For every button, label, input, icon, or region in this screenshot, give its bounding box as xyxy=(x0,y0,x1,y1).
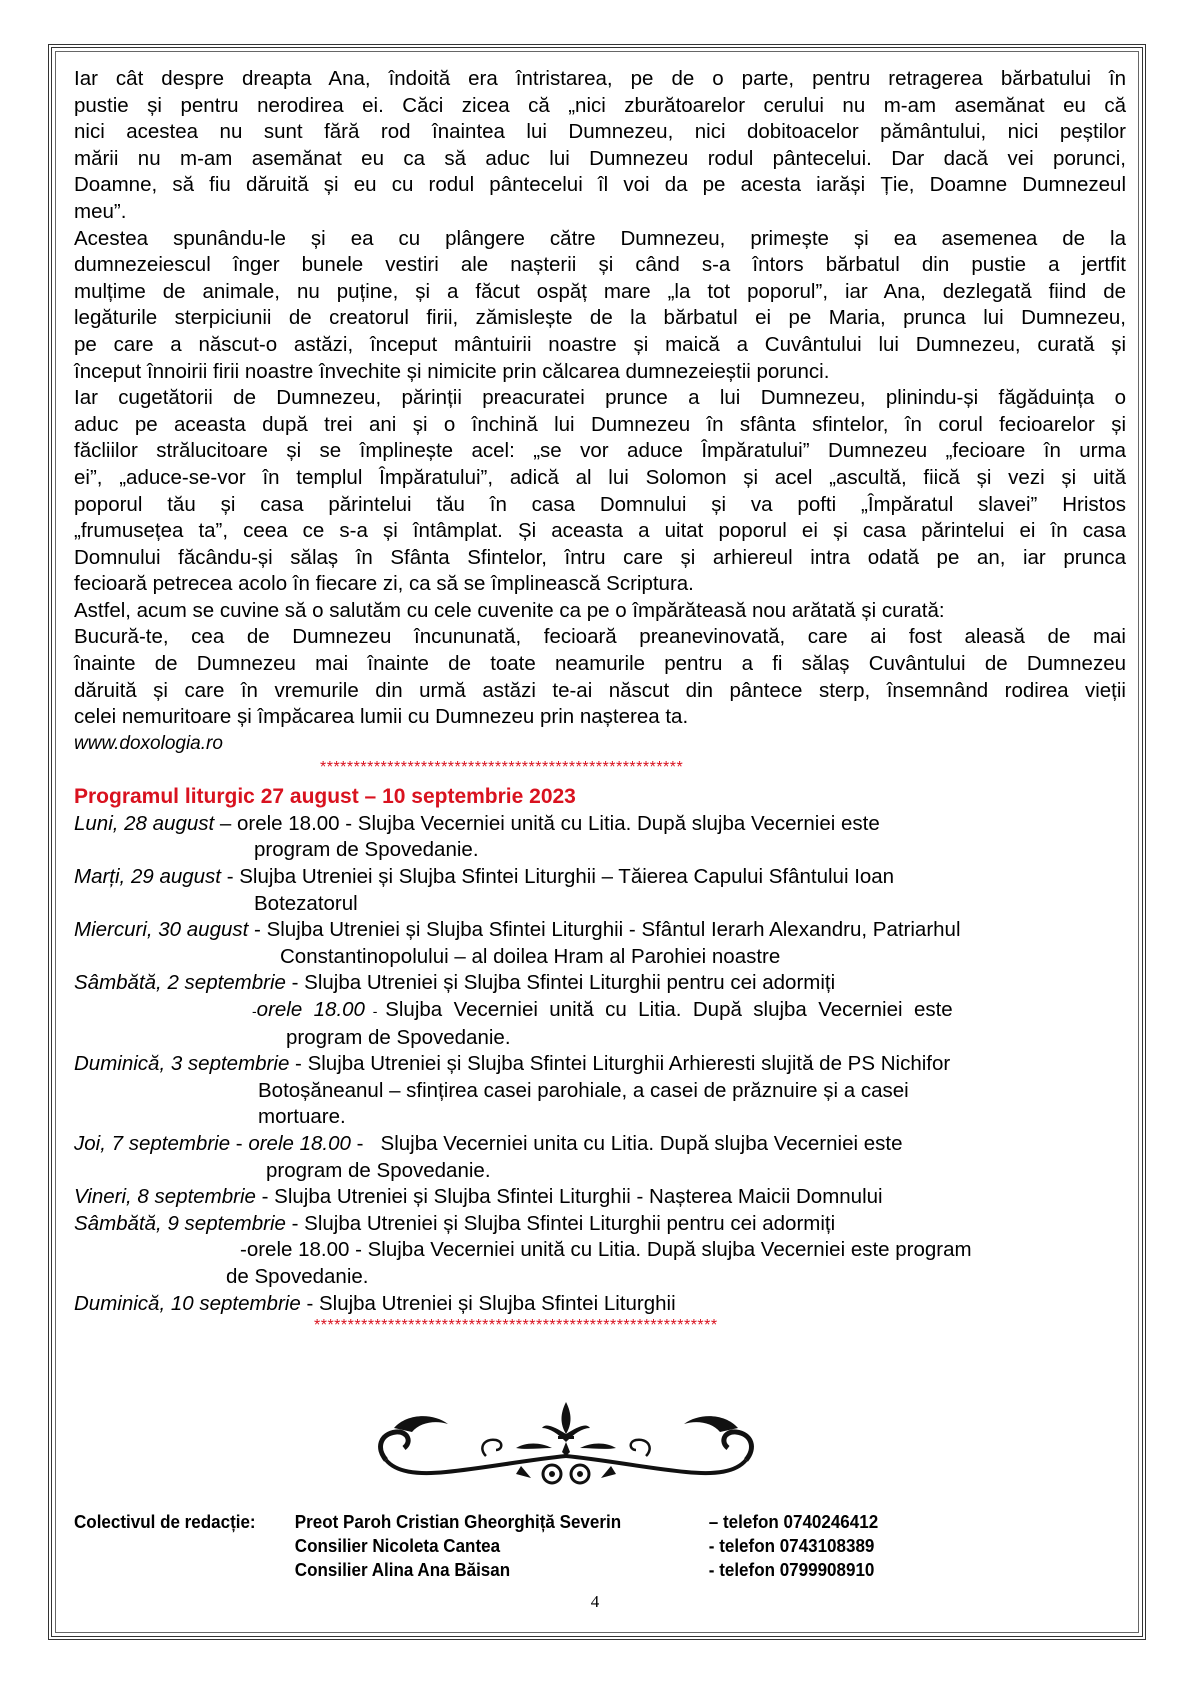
text-line: înainte de Dumnezeu mai înainte de toate neamurile pentru a fi sălaș Cuvântului de Dumnezeu xyxy=(74,652,1126,676)
entry-day: Sâmbătă, 2 septembrie xyxy=(74,971,286,995)
team-member-name: Consilier Alina Ana Băisan xyxy=(294,1559,511,1580)
text-line: început înnoirii firii noastre învechite și nimicite prin călcarea dumnezeieștii porunci. xyxy=(74,359,830,383)
entry-continuation: program de Spovedanie. xyxy=(254,838,479,862)
entry-continuation: program de Spovedanie. xyxy=(286,1025,511,1049)
text-line: fecioară petrecea acolo în fiecare zi, ca să se împlinească Scriptura. xyxy=(74,572,694,596)
schedule-entry-evening xyxy=(74,997,1126,1025)
text-line: Iar cât despre dreapta Ana, îndoită era întristarea, pe de o parte, pentru retragerea bărbatului în xyxy=(74,67,1126,90)
text-line: Iar cugetătorii de Dumnezeu, părinții preacuratei prunce a lui Dumnezeu, plinindu-și făgăduința o xyxy=(74,386,1126,410)
entry-day: Sâmbătă, 9 septembrie xyxy=(74,1211,286,1235)
separator-stars-top: ****************************************************** xyxy=(320,758,684,776)
text-line: dumnezeiescul înger bunele vestiri ale nașterii și când s-a întors bărbatul din pustie a jertfit xyxy=(74,253,1126,277)
entry-day: Luni, 28 august xyxy=(74,811,215,835)
entry-text: - Slujba Vecerniei unita cu Litia. După slujba Vecerniei este xyxy=(350,1131,903,1155)
program-schedule xyxy=(74,811,1126,1317)
entry-text: Slujba Utreniei și Slujba Sfintei Liturghii Arhieresti slujită de PS Nichifor xyxy=(307,1052,951,1076)
text-line: ei”, „aduce-se-vor în templul Împăratului”, adică al lui Solomon și acel „ascultă, fiică și vezi și uită xyxy=(74,465,1126,489)
text-line: Astfel, acum se cuvine să o salutăm cu cele cuvenite ca pe o împărăteasă nou arătată și curată: xyxy=(74,598,945,622)
text-line: „frumusețea ta”, ceea ce s-a și întâmplat. Și aceasta a uitat poporul ei și casa părintelui ei în casa xyxy=(74,519,1126,543)
text-line: pe care a născut-o astăzi, început mântuirii noastre și maică a Cuvântului lui Dumnezeu, curată și xyxy=(74,332,1126,356)
entry-prefix: - xyxy=(252,1003,257,1019)
entry-separator: - xyxy=(289,1052,308,1076)
text-line: Acestea spunându-le și ea cu plângere către Dumnezeu, primește și ea asemenea de la xyxy=(74,226,1126,250)
article-paragraph-4 xyxy=(74,598,1126,625)
schedule-entry xyxy=(74,1211,1126,1238)
entry-text: Slujba Utreniei și Slujba Sfintei Liturghii xyxy=(318,1291,676,1315)
text-line: Doamne, să fiu dăruită și eu cu rodul pântecelui îl voi da pe acesta iarăși Ție, Doamne Dumnezeul xyxy=(74,173,1126,197)
program-title: Programul liturgic 27 august – 10 septembrie 2023 xyxy=(74,784,576,808)
entry-day: Marți, 29 august xyxy=(74,865,221,889)
entry-continuation: program de Spovedanie. xyxy=(266,1158,491,1182)
entry-text: Slujba Utreniei și Slujba Sfintei Liturghii - Nașterea Maicii Domnului xyxy=(274,1185,883,1209)
entry-separator: - xyxy=(285,1211,305,1235)
entry-text: orele 18.00 - Slujba Vecerniei unită cu Litia. După slujba Vecerniei este xyxy=(237,811,880,835)
entry-separator: - xyxy=(221,865,240,889)
schedule-entry xyxy=(74,864,1126,891)
entry-separator: - xyxy=(364,1003,386,1019)
entry-time: orele 18.00 xyxy=(256,998,365,1021)
entry-separator: – xyxy=(214,811,237,835)
schedule-entry xyxy=(74,1291,1126,1318)
source-link[interactable]: www.doxologia.ro xyxy=(74,732,223,754)
article-paragraph-5 xyxy=(74,624,1126,730)
text-line: făcliilor strălucitoare și se împlinește acel: „se vor aduce Împăratului” Dumnezeu „fecioare în urma xyxy=(74,439,1126,463)
schedule-entry xyxy=(74,970,1126,997)
text-line: pustie și pentru nerodirea ei. Căci zicea că „nici zburătoarelor cerului nu m-am asemănat eu că xyxy=(74,93,1126,117)
entry-continuation: Botoșăneanul – sfințirea casei parohiale, a casei de prăznuire și a casei xyxy=(258,1078,909,1102)
article-paragraph-3 xyxy=(74,385,1126,598)
entry-text: Slujba Vecerniei unită cu Litia. După slujba Vecerniei este xyxy=(385,998,953,1021)
entry-text: Slujba Utreniei și Slujba Sfintei Liturghii - Sfântul Ierarh Alexandru, Patriarhul xyxy=(266,918,961,942)
entry-text: -orele 18.00 - Slujba Vecerniei unită cu Litia. După slujba Vecerniei este program xyxy=(240,1238,972,1262)
entry-text: Slujba Utreniei și Slujba Sfintei Liturghii – Tăierea Capului Sfântului Ioan xyxy=(239,865,895,889)
entry-text: Slujba Utreniei și Slujba Sfintei Liturghii pentru cei adormiți xyxy=(304,1211,836,1235)
text-line: celei nemuritoare și împăcarea lumii cu Dumnezeu prin nașterea ta. xyxy=(74,705,689,729)
entry-separator: - xyxy=(255,1185,275,1209)
article-body xyxy=(74,66,1126,757)
entry-continuation: mortuare. xyxy=(258,1105,346,1129)
text-line: Domnului făcându-și sălaș în Sfânta Sfintelor, întru care și arhiereul intra odată pe an, iar prunca xyxy=(74,545,1126,569)
text-line: aduc pe aceasta după trei ani și o închină lui Dumnezeu în sfânta sfintelor, în corul fecioarelor și xyxy=(74,412,1126,436)
text-line: mulțime de animale, nu puține, și a făcut ospăț mare „la tot poporul”, iar Ana, dezlegată fiind de xyxy=(74,279,1126,303)
schedule-entry xyxy=(74,811,1126,838)
schedule-entry-evening xyxy=(74,1237,1126,1264)
team-member-phone: - telefon 0799908910 xyxy=(708,1559,875,1580)
team-member-name: Preot Paroh Cristian Gheorghiță Severin xyxy=(294,1511,622,1532)
entry-day: Duminică, 3 septembrie xyxy=(74,1052,290,1076)
text-line: poporul tău și casa părintelui tău în casa Domnului și va pofti „Împăratul slavei” Hristos xyxy=(74,492,1126,516)
schedule-entry xyxy=(74,917,1126,944)
schedule-entry xyxy=(74,1184,1126,1211)
entry-separator: - xyxy=(230,1131,249,1155)
page-content xyxy=(74,66,1126,1335)
ornament-flourish-icon xyxy=(356,1398,776,1498)
entry-continuation: Botezatorul xyxy=(254,891,358,915)
entry-continuation: de Spovedanie. xyxy=(226,1264,369,1288)
text-line: mării nu m-am asemănat eu ca să aduc lui Dumnezeu rodul pântecelui. Dar dacă vei porunci, xyxy=(74,146,1126,170)
team-member-name: Consilier Nicoleta Cantea xyxy=(294,1535,501,1556)
team-member-phone: - telefon 0743108389 xyxy=(708,1535,875,1556)
text-line: meu”. xyxy=(74,199,127,223)
entry-separator: - xyxy=(248,918,267,942)
team-label: Colectivul de redacție: xyxy=(74,1511,256,1532)
text-line: dăruită și care în vremurile din urmă astăzi te-ai născut din pântece sterp, însemnând rodirea vieții xyxy=(74,678,1126,702)
text-line: Bucură-te, cea de Dumnezeu încununată, fecioară preanevinovată, care ai fost aleasă de mai xyxy=(74,625,1126,649)
entry-time: orele 18.00 xyxy=(248,1131,351,1155)
schedule-entry xyxy=(74,1131,1126,1158)
entry-separator: - xyxy=(285,971,305,995)
article-paragraph-2 xyxy=(74,226,1126,386)
entry-separator: - xyxy=(300,1291,319,1315)
separator-stars-bottom: ************************************************************ xyxy=(314,1317,718,1335)
article-paragraph-1 xyxy=(74,66,1126,226)
page-number: 4 xyxy=(590,1592,600,1611)
entry-day: Duminică, 10 septembrie xyxy=(74,1291,301,1315)
entry-day: Miercuri, 30 august xyxy=(74,918,249,942)
text-line: nici acestea nu sunt fără rod înaintea lui Dumnezeu, nici dobitoacelor pământului, nici peștilor xyxy=(74,120,1126,144)
schedule-entry xyxy=(74,1051,1126,1078)
entry-continuation: Constantinopolului – al doilea Hram al Parohiei noastre xyxy=(280,944,781,968)
entry-day: Joi, 7 septembrie xyxy=(74,1131,231,1155)
text-line: legăturile sterpiciunii de creatorul firii, zămislește de la bărbatul ei pe Maria, prunca lui Dumnezeu, xyxy=(74,306,1126,330)
entry-day: Vineri, 8 septembrie xyxy=(74,1185,256,1209)
entry-text: Slujba Utreniei și Slujba Sfintei Liturghii pentru cei adormiți xyxy=(304,971,836,995)
team-member-phone: – telefon 0740246412 xyxy=(708,1511,879,1532)
